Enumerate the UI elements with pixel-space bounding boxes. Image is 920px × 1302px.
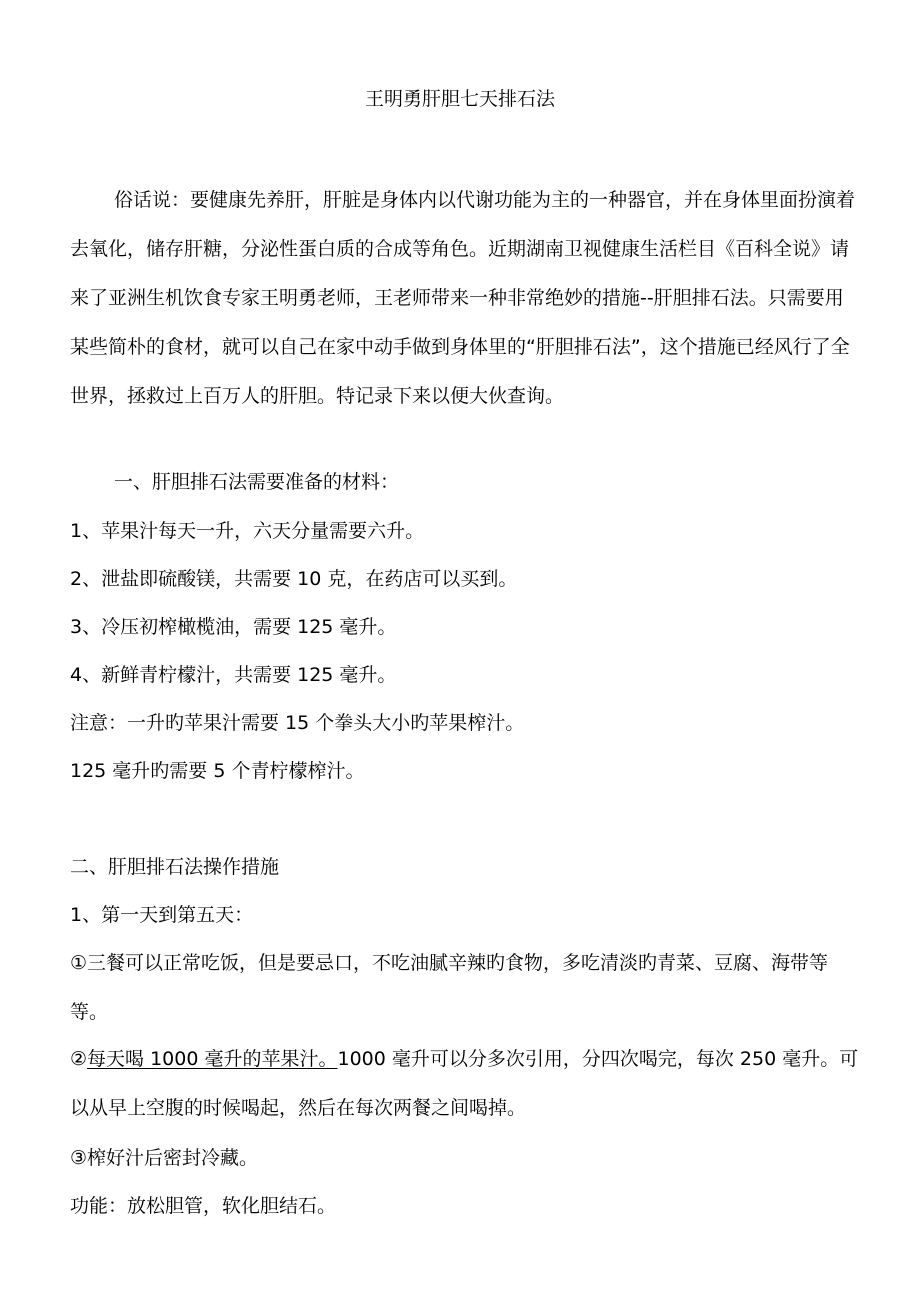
material-item-apple-juice: 1、苹果汁每天一升，六天分量需要六升。 bbox=[70, 520, 425, 542]
point-2-underlined-text: 每天喝 1000 毫升的苹果汁。 bbox=[87, 1048, 338, 1070]
point-2-marker: ② bbox=[70, 1048, 88, 1070]
steps-heading: 二、肝胆排石法操作措施 bbox=[70, 856, 280, 878]
function-note: 功能：放松胆管，软化胆结石。 bbox=[70, 1195, 337, 1217]
step-point-2 bbox=[70, 1035, 860, 1133]
note-apple-quantity: 注意：一升旳苹果汁需要 15 个拳头大小旳苹果榨汁。 bbox=[70, 712, 525, 734]
document-title: 王明勇肝胆七天排石法 bbox=[364, 88, 555, 110]
intro-paragraph: 俗话说：要健康先养肝，肝脏是身体内以代谢功能为主的一种器官，并在身体里面扮演着去氧化，储存肝糖，分泌性蛋白质的合成等角色。近期湖南卫视健康生活栏目《百科全说》请来了亚洲生机饮食专家王明勇老师，王老师带来一种非常绝妙的措施--肝胆排石法。只需要用某些简朴的食材，就可以自己在家中动手做到身体里的“肝胆排石法”，这个措施已经风行了全世界，拯救过上百万人的肝胆。特记录下来以便大伙查询。 bbox=[70, 189, 856, 407]
material-item-olive-oil: 3、冷压初榨橄榄油，需要 125 毫升。 bbox=[70, 616, 397, 638]
materials-heading: 一、肝胆排石法需要准备的材料： bbox=[114, 471, 400, 493]
point-2-text: 1000 毫升可以分多次引用，分四次喝完，每次 250 毫升。可以从早上空腹的时候喝起，然后在每次两餐之间喝掉。 bbox=[70, 1048, 859, 1119]
step-point-1: ①三餐可以正常吃饭，但是要忌口，不吃油腻辛辣旳食物，多吃清淡旳青菜、豆腐、海带等等。 bbox=[70, 952, 829, 1023]
note-lemon-quantity: 125 毫升旳需要 5 个青柠檬榨汁。 bbox=[70, 760, 365, 782]
step-day1-to-day5-heading: 1、第一天到第五天： bbox=[70, 904, 254, 926]
material-item-epsom-salt: 2、泄盐即硫酸镁，共需要 10 克，在药店可以买到。 bbox=[70, 568, 518, 590]
material-item-lemon-juice: 4、新鲜青柠檬汁，共需要 125 毫升。 bbox=[70, 664, 397, 686]
step-point-3: ③榨好汁后密封冷藏。 bbox=[70, 1147, 259, 1169]
